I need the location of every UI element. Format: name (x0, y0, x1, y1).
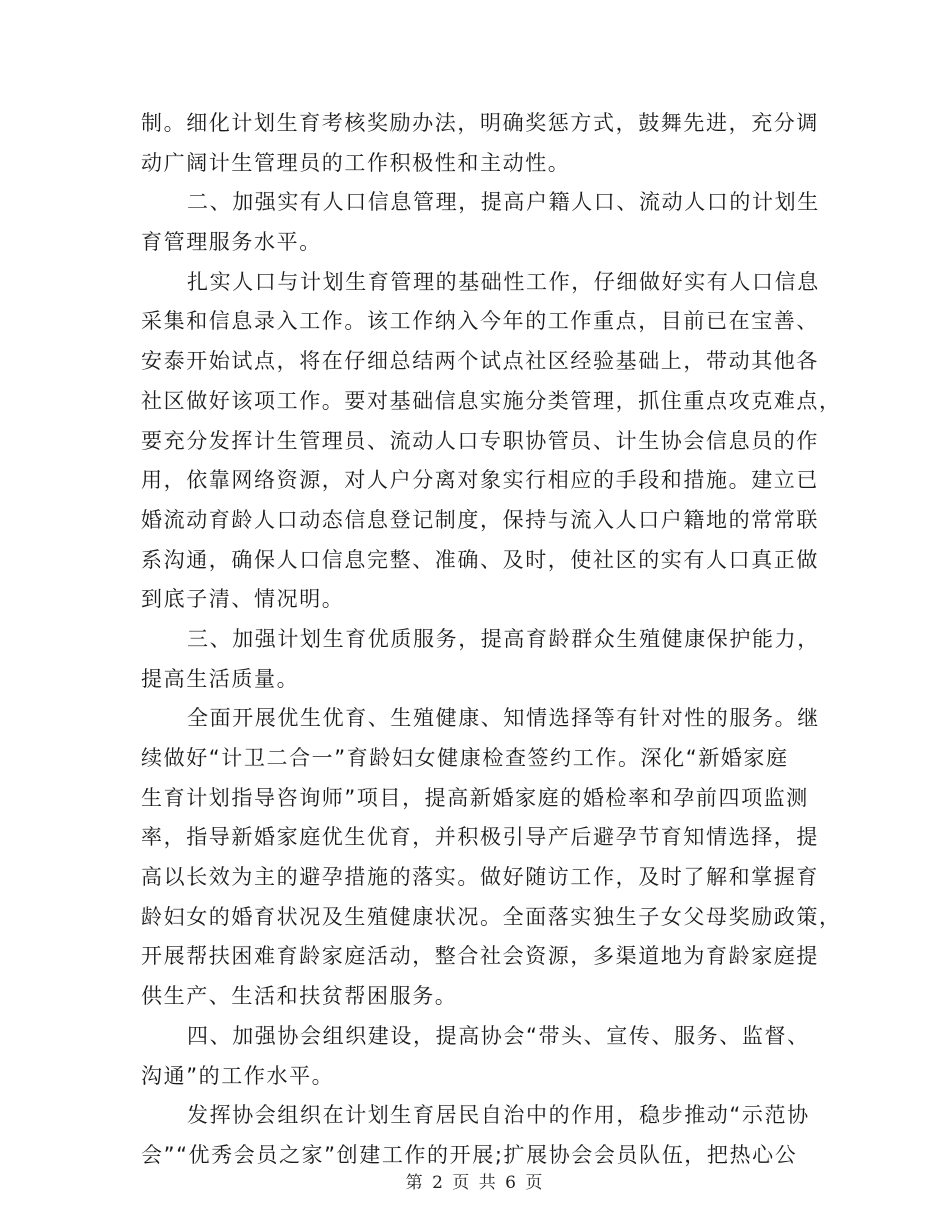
paragraph-first-line: 发挥协会组织在计划生育居民自治中的作用，稳步推动“示范协 (187, 1103, 810, 1128)
text-line: 婚流动育龄人口动态信息登记制度，保持与流入人口户籍地的常常联 (141, 507, 819, 532)
text-line: 用，依靠网络资源，对人户分离对象实行相应的手段和措施。建立已 (141, 468, 819, 493)
text-line: 系沟通，确保人口信息完整、准确、及时，使社区的实有人口真正做 (141, 547, 819, 572)
text-line: 到底子清、情况明。 (141, 587, 345, 612)
text-line: 龄妇女的婚育状况及生殖健康状况。全面落实独生子女父母奖励政策， (141, 904, 842, 929)
paragraph-first-line: 扎实人口与计划生育管理的基础性工作，仔细做好实有人口信息 (187, 269, 820, 294)
text-line: 动广阔计生管理员的工作积极性和主动性。 (141, 150, 571, 175)
text-line: 社区做好该项工作。要对基础信息实施分类管理，抓住重点攻克难点， (141, 388, 842, 413)
page-footer: 第 2 页 共 6 页 (405, 1173, 545, 1193)
text-line: 开展帮扶困难育龄家庭活动，整合社会资源，多渠道地为育龄家庭提 (141, 944, 819, 969)
text-line: 提高生活质量。 (141, 666, 300, 691)
text-line: 会”“优秀会员之家”创建工作的开展;扩展协会会员队伍，把热心公 (141, 1142, 798, 1167)
text-line: 安泰开始试点，将在仔细总结两个试点社区经验基础上，带动其他各 (141, 349, 819, 374)
text-line: 采集和信息录入工作。该工作纳入今年的工作重点，目前已在宝善、 (141, 309, 819, 334)
text-line: 育管理服务水平。 (141, 230, 322, 255)
text-line: 率，指导新婚家庭优生优育，并积极引导产后避孕节育知情选择，提 (141, 825, 819, 850)
paragraph-first-line: 三、加强计划生育优质服务，提高育龄群众生殖健康保护能力， (187, 626, 820, 651)
text-line: 供生产、生活和扶贫帮困服务。 (141, 984, 458, 1009)
text-line: 沟通”的工作水平。 (141, 1063, 335, 1088)
document-body (141, 104, 842, 1176)
text-line: 生育计划指导咨询师”项目，提高新婚家庭的婚检率和孕前四项监测 (141, 785, 809, 810)
text-line: 高以长效为主的避孕措施的落实。做好随访工作，及时了解和掌握育 (141, 865, 819, 890)
paragraph-first-line: 二、加强实有人口信息管理，提高户籍人口、流动人口的计划生 (187, 190, 820, 215)
paragraph-first-line: 全面开展优生优育、生殖健康、知情选择等有针对性的服务。继 (187, 706, 820, 731)
text-line: 制。细化计划生育考核奖励办法，明确奖惩方式，鼓舞先进，充分调 (141, 111, 819, 135)
text-line: 续做好“计卫二合一”育龄妇女健康检查签约工作。深化“新婚家庭 (141, 746, 789, 770)
paragraph-first-line: 四、加强协会组织建设，提高协会“带头、宣传、服务、监督、 (187, 1023, 810, 1048)
text-line: 要充分发挥计生管理员、流动人口专职协管员、计生协会信息员的作 (141, 428, 819, 453)
